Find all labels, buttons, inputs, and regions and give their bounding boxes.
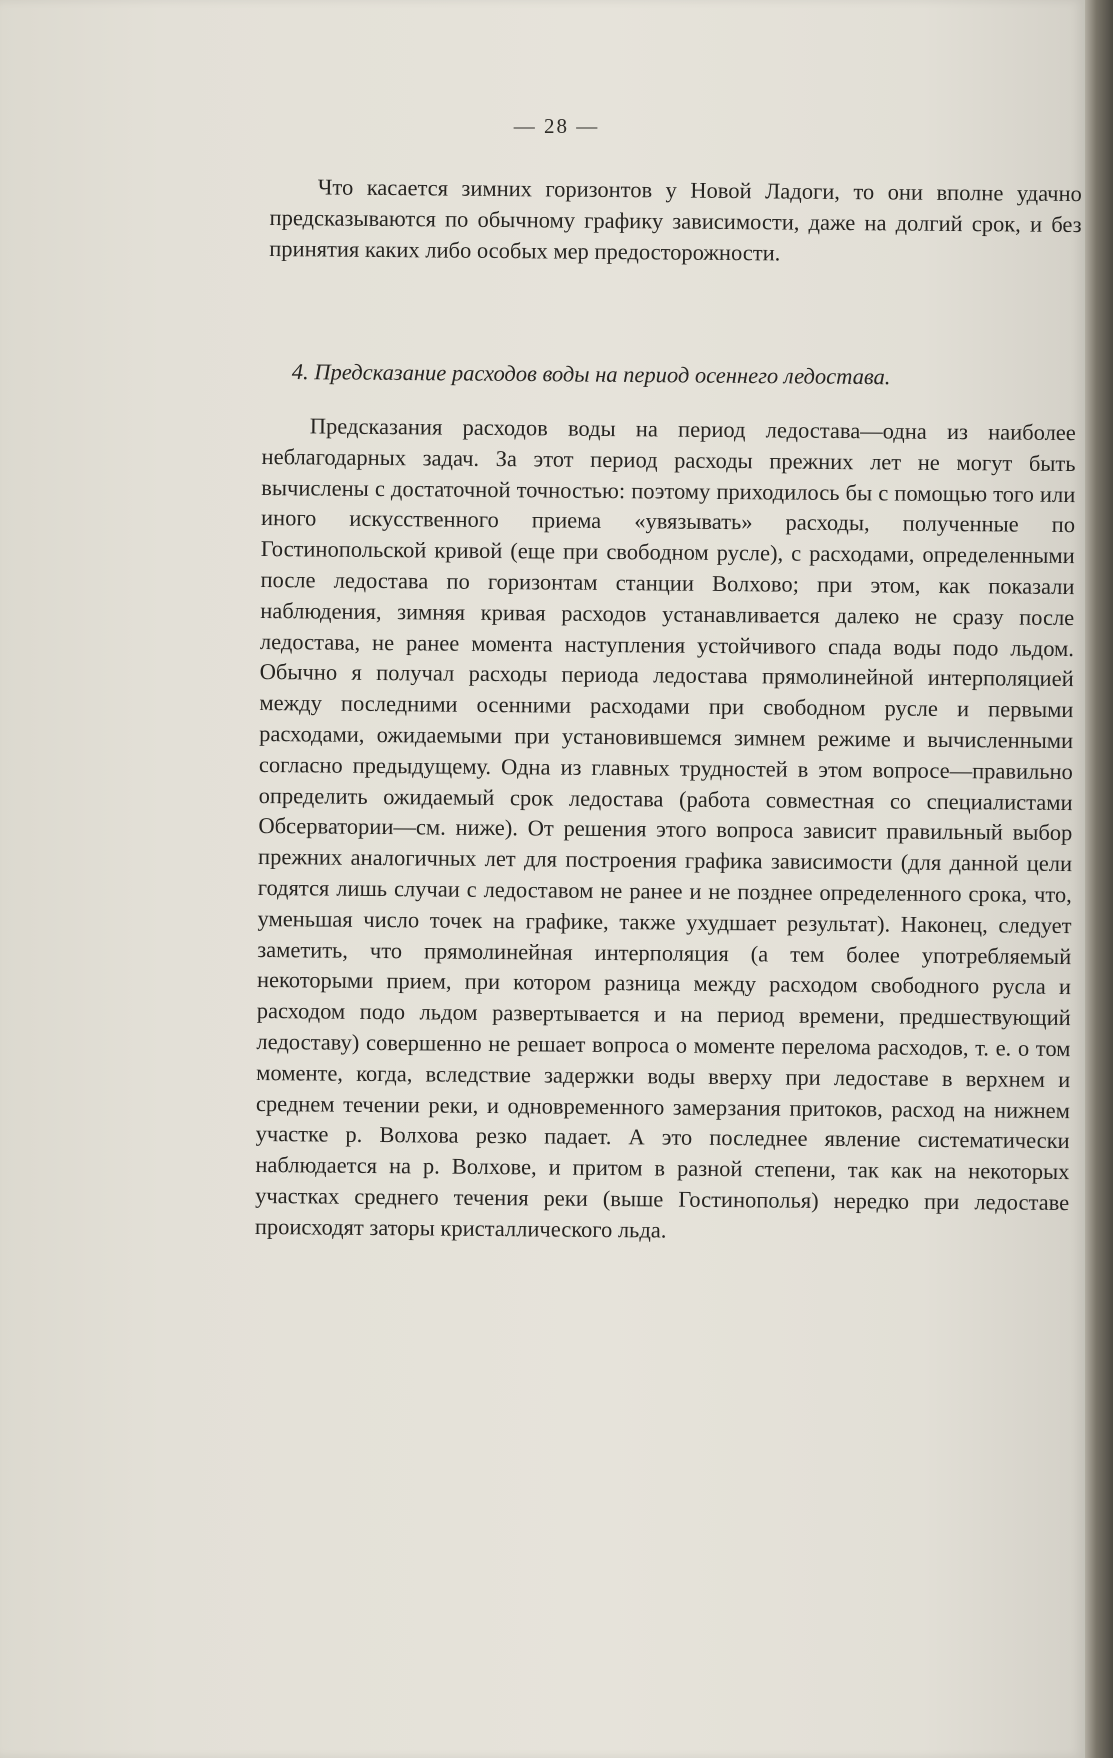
section-heading: 4. Предсказание расходов воды на период осеннего ледостава. bbox=[291, 358, 891, 390]
paragraph-ice-forecast: Предсказания расходов воды на период ледостава—одна из наиболее неблагодарных задач. За этот период расходы прежних лет не могут быть вычислены с достаточной точностью: поэтому приходилось бы с помощью того или иного искусственного приема «увязывать» расходы, полученные по Гостинопольской кривой (еще при свободном русле), с расходами, определенными после ледостава по горизонтам станции Волхово; при этом, как показали наблюдения, зимняя кривая расходов устанавливается далеко не сразу после ледостава, не ранее момента наступления устойчивого спада воды подо льдом. Обычно я получал расходы периода ледостава прямолинейной интерполяцией между последними осенними расходами при свободном русле и первыми расходами, ожидаемыми при установившемся зимнем режиме и вычисленными согласно предыдущему. Одна из главных трудностей в этом вопросе—правильно определить ожидаемый срок ледостава (работа совместная со специалистами Обсерватории—см. ниже). От решения этого вопроса зависит правильный выбор прежних аналогичных лет для построения графика зависимости (для данной цели годятся лишь случаи с ледоставом не ранее и не позднее определенного срока, что, уменьшая число точек на графике, также ухудшает результат). Наконец, следует заметить, что прямолинейная интерполяция (а тем более употребляемый некоторыми прием, при котором разница между расходом свободного русла и расходом подо льдом развертывается и на период времени, предшествующий ледоставу) совершенно не решает вопроса о моменте перелома расходов, т. е. о том моменте, когда, вследствие задержки воды вверху при ледоставе в верхнем и среднем течении реки, и одновременного замерзания притоков, расход на нижнем участке р. Волхова резко падает. А это последнее явление систематически наблюдается на р. Волхове, и притом в разной степени, так как на некоторых участках среднего течения реки (выше Гостинополья) нередко при ледоставе происходят заторы кристаллического льда. bbox=[254, 413, 1076, 1243]
page-edge-shadow bbox=[1085, 0, 1113, 1758]
paragraph-winter-horizons: Что касается зимних горизонтов у Новой Ладоги, то они вполне удачно предсказываются по обычному графику зависимости, даже на долгий срок, и без принятия каких либо особых мер предосторожности. bbox=[269, 174, 1082, 266]
page-number: — 28 — bbox=[513, 114, 600, 138]
